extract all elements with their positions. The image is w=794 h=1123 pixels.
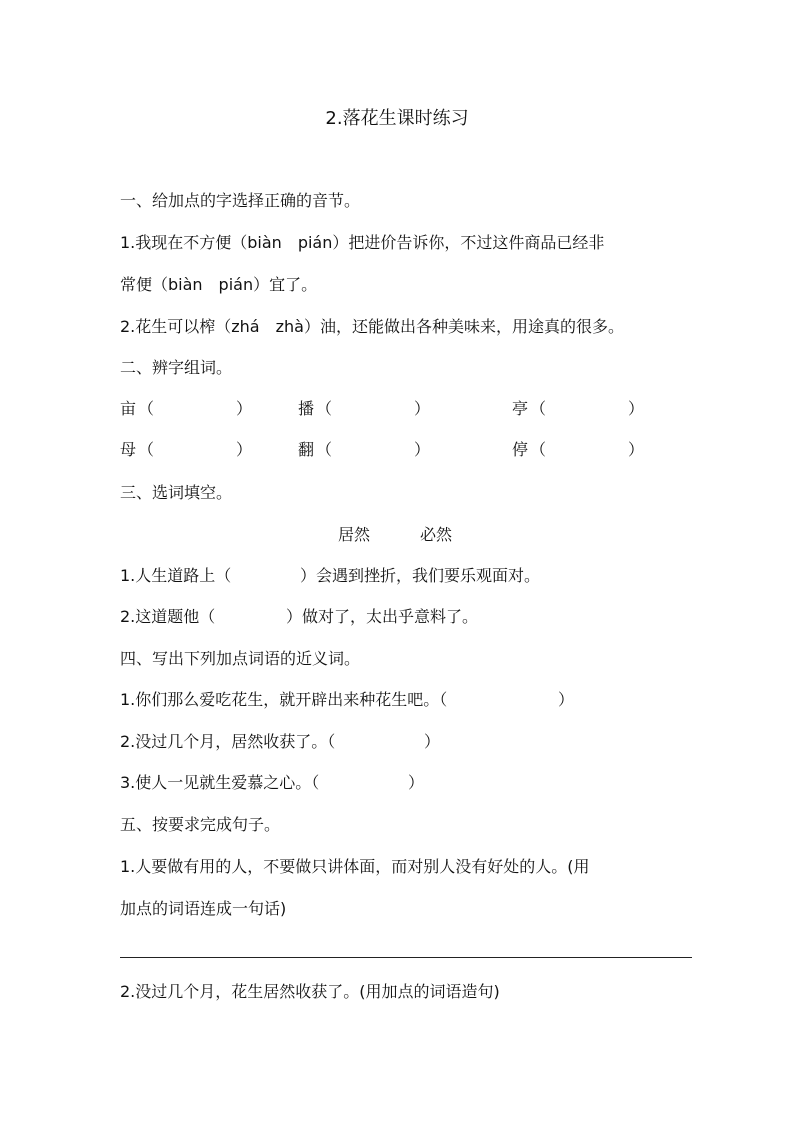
s4-question-1: 1.你们那么爱吃花生，就开辟出来种花生吧。（ (120, 690, 448, 709)
close-paren: ） (424, 732, 441, 751)
section-2-heading: 二、辨字组词。 (120, 358, 233, 377)
s5-question-1-line-1: 1.人要做有用的人，不要做只讲体面，而对别人没有好处的人。(用 (120, 857, 590, 876)
open-paren: （ (138, 440, 155, 459)
s4-question-2: 2.没过几个月，居然收获了。（ (120, 732, 336, 751)
char-1-1: 亩 (120, 399, 137, 418)
section-1-heading: 一、给加点的字选择正确的音节。 (120, 191, 361, 210)
char-2-3: 停 (512, 440, 529, 459)
section-4-heading: 四、写出下列加点词语的近义词。 (120, 649, 361, 668)
s5-question-1-line-2: 加点的词语连成一句话) (120, 899, 287, 918)
close-paren: ） (236, 399, 253, 418)
close-paren: ） (236, 440, 253, 459)
open-paren: （ (530, 440, 547, 459)
s3-question-1-suffix: ）会遇到挫折，我们要乐观面对。 (300, 566, 541, 585)
s1-question-1-line-2: 常便（biàn pián）宜了。 (120, 275, 318, 294)
word-choice-2: 必然 (420, 525, 453, 544)
section-3-heading: 三、选词填空。 (120, 483, 233, 502)
close-paren: ） (414, 440, 431, 459)
open-paren: （ (316, 440, 333, 459)
s4-question-3: 3.使人一见就生爱慕之心。（ (120, 773, 320, 792)
close-paren: ） (558, 690, 575, 709)
answer-line (120, 957, 692, 958)
close-paren: ） (628, 399, 645, 418)
char-2-1: 母 (120, 440, 137, 459)
s5-question-2: 2.没过几个月，花生居然收获了。(用加点的词语造句) (120, 982, 500, 1001)
word-choice-1: 居然 (338, 525, 371, 544)
open-paren: （ (530, 399, 547, 418)
open-paren: （ (316, 399, 333, 418)
page-title: 2.落花生课时练习 (325, 108, 469, 129)
s1-question-2: 2.花生可以榨（zhá zhà）油，还能做出各种美味来，用途真的很多。 (120, 317, 624, 336)
s3-question-2-prefix: 2.这道题他（ (120, 607, 216, 626)
close-paren: ） (414, 399, 431, 418)
close-paren: ） (628, 440, 645, 459)
char-1-2: 播 (298, 399, 315, 418)
s3-question-2-suffix: ）做对了，太出乎意料了。 (286, 607, 479, 626)
s1-question-1-line-1: 1.我现在不方便（biàn pián）把进价告诉你，不过这件商品已经非 (120, 233, 605, 252)
s3-question-1-prefix: 1.人生道路上（ (120, 566, 232, 585)
section-5-heading: 五、按要求完成句子。 (120, 815, 281, 834)
char-1-3: 亭 (512, 399, 529, 418)
char-2-2: 翻 (298, 440, 315, 459)
close-paren: ） (408, 773, 425, 792)
open-paren: （ (138, 399, 155, 418)
